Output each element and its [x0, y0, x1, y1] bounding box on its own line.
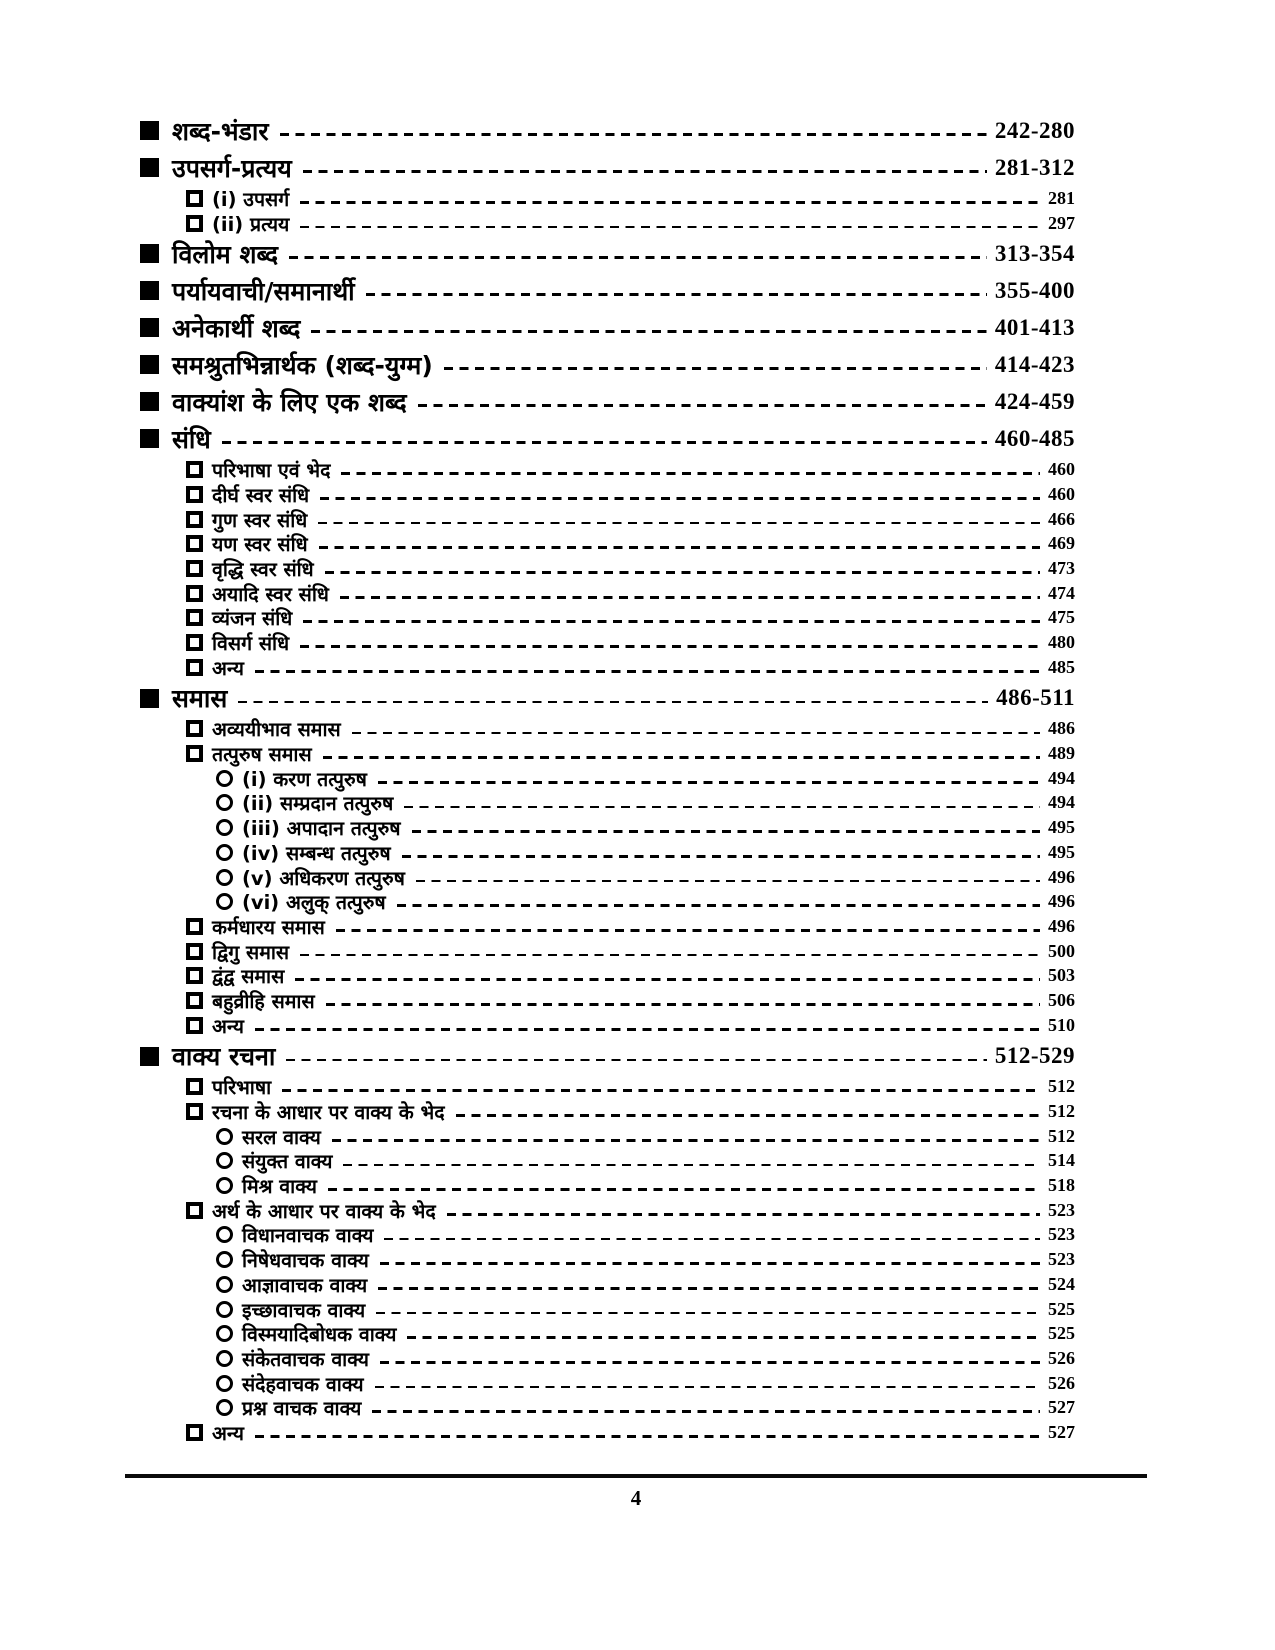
dashed-leader	[303, 620, 1040, 623]
toc-entry-label: संधि	[172, 424, 211, 454]
toc-entry-row	[140, 680, 1075, 717]
dashed-leader	[366, 293, 987, 296]
toc-entry-page-number: 494	[1048, 792, 1075, 813]
dashed-leader	[238, 701, 988, 704]
toc-entry-page-number: 355-400	[994, 277, 1075, 303]
toc-entry-row	[140, 791, 1075, 816]
filled-square-bullet-icon	[140, 355, 159, 374]
toc-entry-page-number: 526	[1048, 1372, 1075, 1393]
toc-entry-page-number: 281	[1048, 187, 1075, 208]
toc-entry-page-number: 514	[1048, 1150, 1075, 1171]
hollow-square-bullet-icon	[186, 745, 203, 762]
dashed-leader	[318, 522, 1040, 525]
hollow-square-bullet-icon	[186, 1078, 203, 1095]
toc-entry-row	[140, 1395, 1075, 1420]
toc-entry-row	[140, 149, 1075, 186]
toc-entry-row	[140, 1420, 1075, 1445]
toc-entry-label: समश्रुतभिन्नार्थक (शब्द-युग्म)	[172, 350, 433, 380]
dashed-leader	[300, 226, 1040, 229]
toc-entry-label: बहुव्रीहि समास	[212, 989, 315, 1013]
toc-entry-page-number: 503	[1048, 965, 1075, 986]
toc-entry-row	[140, 1124, 1075, 1149]
toc-entry-label: तत्पुरुष समास	[212, 743, 312, 767]
dashed-leader	[418, 404, 987, 407]
toc-entry-row	[140, 1198, 1075, 1223]
dashed-leader	[282, 1089, 1040, 1092]
dashed-leader	[407, 1336, 1040, 1339]
dashed-leader	[341, 472, 1040, 475]
toc-entry-row	[140, 482, 1075, 507]
dashed-leader	[300, 954, 1040, 957]
toc-entry-label: अयादि स्वर संधि	[212, 582, 329, 606]
dashed-leader	[372, 1410, 1040, 1413]
dashed-leader	[384, 1238, 1040, 1241]
toc-entry-row	[140, 1272, 1075, 1297]
toc-entry-row	[140, 766, 1075, 791]
toc-entry-row	[140, 963, 1075, 988]
toc-entry-page-number: 506	[1048, 989, 1075, 1010]
dashed-leader	[378, 1287, 1040, 1290]
dashed-leader	[300, 645, 1040, 648]
toc-entry-page-number: 525	[1048, 1298, 1075, 1319]
toc-entry-label: प्रश्न वाचक वाक्य	[242, 1397, 362, 1421]
toc-entry-row	[140, 1099, 1075, 1124]
filled-square-bullet-icon	[140, 158, 159, 177]
toc-entry-label: संयुक्त वाक्य	[242, 1150, 333, 1174]
hollow-circle-bullet-icon	[216, 1251, 233, 1268]
table-of-contents	[140, 112, 1075, 1445]
toc-entry-row	[140, 988, 1075, 1013]
toc-entry-page-number: 512	[1048, 1076, 1075, 1097]
dashed-leader	[323, 756, 1040, 759]
toc-entry-page-number: 460-485	[994, 425, 1075, 451]
toc-entry-label: अर्थ के आधार पर वाक्य के भेद	[212, 1199, 436, 1223]
dashed-leader	[320, 497, 1040, 500]
toc-entry-row	[140, 112, 1075, 149]
dashed-leader	[380, 1262, 1040, 1265]
filled-square-bullet-icon	[140, 121, 159, 140]
toc-entry-label: (vi) अलुक् तत्पुरुष	[242, 891, 386, 915]
toc-entry-page-number: 526	[1048, 1347, 1075, 1368]
hollow-square-bullet-icon	[186, 967, 203, 984]
toc-entry-page-number: 524	[1048, 1273, 1075, 1294]
filled-square-bullet-icon	[140, 318, 159, 337]
hollow-square-bullet-icon	[186, 1202, 203, 1219]
toc-entry-row	[140, 606, 1075, 631]
toc-entry-page-number: 512	[1048, 1101, 1075, 1122]
dashed-leader	[380, 1361, 1040, 1364]
toc-entry-page-number: 469	[1048, 533, 1075, 554]
dashed-leader	[343, 1164, 1040, 1167]
toc-entry-row	[140, 889, 1075, 914]
footer-divider	[125, 1474, 1147, 1478]
dashed-leader	[255, 1435, 1040, 1438]
hollow-square-bullet-icon	[186, 659, 203, 676]
toc-entry-row	[140, 1223, 1075, 1248]
hollow-circle-bullet-icon	[216, 819, 233, 836]
toc-entry-row	[140, 1346, 1075, 1371]
hollow-square-bullet-icon	[186, 461, 203, 478]
toc-entry-row	[140, 186, 1075, 211]
dashed-leader	[328, 1188, 1040, 1191]
dashed-leader	[375, 1386, 1040, 1389]
hollow-circle-bullet-icon	[216, 869, 233, 886]
hollow-square-bullet-icon	[186, 918, 203, 935]
filled-square-bullet-icon	[140, 429, 159, 448]
toc-entry-label: रचना के आधार पर वाक्य के भेद	[212, 1101, 445, 1125]
toc-entry-page-number: 523	[1048, 1224, 1075, 1245]
hollow-square-bullet-icon	[186, 560, 203, 577]
hollow-circle-bullet-icon	[216, 794, 233, 811]
toc-entry-row	[140, 211, 1075, 236]
toc-entry-label: (ii) सम्प्रदान तत्पुरुष	[242, 792, 394, 816]
toc-entry-label: द्वंद्व समास	[212, 965, 285, 989]
filled-square-bullet-icon	[140, 244, 159, 263]
dashed-leader	[456, 1114, 1040, 1117]
toc-entry-page-number: 525	[1048, 1323, 1075, 1344]
toc-entry-page-number: 281-312	[994, 154, 1075, 180]
filled-square-bullet-icon	[140, 281, 159, 300]
toc-entry-page-number: 473	[1048, 557, 1075, 578]
hollow-circle-bullet-icon	[216, 1152, 233, 1169]
toc-entry-label: संदेहवाचक वाक्य	[242, 1372, 364, 1396]
toc-entry-row	[140, 1247, 1075, 1272]
hollow-circle-bullet-icon	[216, 893, 233, 910]
toc-entry-page-number: 496	[1048, 915, 1075, 936]
hollow-square-bullet-icon	[186, 943, 203, 960]
hollow-circle-bullet-icon	[216, 844, 233, 861]
dashed-leader	[404, 806, 1040, 809]
toc-entry-page-number: 297	[1048, 212, 1075, 233]
hollow-square-bullet-icon	[186, 1424, 203, 1441]
toc-entry-label: गुण स्वर संधि	[212, 508, 308, 532]
toc-entry-row	[140, 309, 1075, 346]
dashed-leader	[352, 732, 1040, 735]
toc-entry-label: विसर्ग संधि	[212, 632, 290, 656]
toc-entry-page-number: 527	[1048, 1397, 1075, 1418]
toc-entry-label: (v) अधिकरण तत्पुरुष	[242, 866, 405, 890]
toc-entry-row	[140, 581, 1075, 606]
hollow-square-bullet-icon	[186, 190, 203, 207]
toc-entry-label: निषेधवाचक वाक्य	[242, 1249, 369, 1273]
hollow-circle-bullet-icon	[216, 1325, 233, 1342]
hollow-square-bullet-icon	[186, 511, 203, 528]
toc-entry-page-number: 523	[1048, 1199, 1075, 1220]
toc-entry-row	[140, 1371, 1075, 1396]
toc-entry-label: विस्मयादिबोधक वाक्य	[242, 1323, 397, 1347]
filled-square-bullet-icon	[140, 1047, 159, 1066]
toc-entry-label: (iii) अपादान तत्पुरुष	[242, 817, 401, 841]
dashed-leader	[303, 170, 987, 173]
toc-entry-page-number: 475	[1048, 607, 1075, 628]
toc-entry-row	[140, 531, 1075, 556]
toc-entry-label: पर्यायवाची/समानार्थी	[172, 276, 355, 306]
toc-entry-page-number: 495	[1048, 817, 1075, 838]
toc-entry-label: परिभाषा	[212, 1076, 272, 1100]
toc-entry-row	[140, 939, 1075, 964]
hollow-circle-bullet-icon	[216, 1226, 233, 1243]
dashed-leader	[332, 1139, 1040, 1142]
toc-entry-row	[140, 815, 1075, 840]
dashed-leader	[412, 830, 1040, 833]
toc-entry-row	[140, 1038, 1075, 1075]
hollow-square-bullet-icon	[186, 535, 203, 552]
hollow-square-bullet-icon	[186, 486, 203, 503]
toc-entry-label: वाक्यांश के लिए एक शब्द	[172, 387, 407, 417]
toc-entry-page-number: 500	[1048, 940, 1075, 961]
toc-entry-page-number: 424-459	[994, 388, 1075, 414]
toc-entry-row	[140, 1321, 1075, 1346]
toc-entry-page-number: 489	[1048, 743, 1075, 764]
toc-entry-label: सरल वाक्य	[242, 1125, 321, 1149]
toc-entry-page-number: 480	[1048, 632, 1075, 653]
dashed-leader	[280, 133, 987, 136]
toc-entry-row	[140, 1173, 1075, 1198]
dashed-leader	[311, 330, 986, 333]
toc-entry-row	[140, 556, 1075, 581]
toc-entry-label: अन्य	[212, 1014, 244, 1038]
toc-entry-row	[140, 507, 1075, 532]
toc-entry-label: दीर्घ स्वर संधि	[212, 483, 310, 507]
toc-entry-page-number: 485	[1048, 656, 1075, 677]
hollow-circle-bullet-icon	[216, 770, 233, 787]
toc-entry-label: द्विगु समास	[212, 940, 290, 964]
toc-entry-page-number: 460	[1048, 459, 1075, 480]
toc-entry-label: (ii) प्रत्यय	[212, 212, 290, 236]
toc-entry-row	[140, 1149, 1075, 1174]
toc-entry-label: अनेकार्थी शब्द	[172, 313, 301, 343]
toc-entry-page-number: 496	[1048, 891, 1075, 912]
toc-entry-label: इच्छावाचक वाक्य	[242, 1298, 366, 1322]
toc-entry-page-number: 401-413	[994, 314, 1075, 340]
toc-entry-row	[140, 655, 1075, 680]
toc-entry-page-number: 460	[1048, 483, 1075, 504]
toc-entry-page-number: 486-511	[996, 685, 1075, 711]
filled-square-bullet-icon	[140, 392, 159, 411]
dashed-leader	[447, 1213, 1040, 1216]
dashed-leader	[289, 256, 987, 259]
toc-entry-row	[140, 272, 1075, 309]
dashed-leader	[300, 201, 1040, 204]
toc-entry-row	[140, 346, 1075, 383]
toc-entry-row	[140, 1297, 1075, 1322]
hollow-square-bullet-icon	[186, 609, 203, 626]
hollow-square-bullet-icon	[186, 585, 203, 602]
filled-square-bullet-icon	[140, 689, 159, 708]
hollow-circle-bullet-icon	[216, 1399, 233, 1416]
toc-entry-label: यण स्वर संधि	[212, 533, 308, 557]
toc-entry-page-number: 466	[1048, 508, 1075, 529]
dashed-leader	[286, 1059, 986, 1062]
toc-entry-page-number: 494	[1048, 767, 1075, 788]
toc-entry-row	[140, 914, 1075, 939]
toc-entry-label: संकेतवाचक वाक्य	[242, 1347, 369, 1371]
hollow-square-bullet-icon	[186, 634, 203, 651]
dashed-leader	[319, 546, 1040, 549]
toc-entry-label: समास	[172, 684, 228, 714]
dashed-leader	[325, 571, 1040, 574]
toc-entry-label: शब्द-भंडार	[172, 116, 269, 146]
toc-entry-label: आज्ञावाचक वाक्य	[242, 1273, 368, 1297]
hollow-square-bullet-icon	[186, 1017, 203, 1034]
dashed-leader	[255, 670, 1040, 673]
toc-entry-page-number: 313-354	[994, 240, 1075, 266]
toc-entry-page-number: 414-423	[994, 351, 1075, 377]
hollow-square-bullet-icon	[186, 992, 203, 1009]
dashed-leader	[444, 367, 987, 370]
toc-entry-page-number: 512	[1048, 1125, 1075, 1146]
toc-entry-page-number: 496	[1048, 866, 1075, 887]
toc-entry-label: परिभाषा एवं भेद	[212, 459, 331, 483]
toc-entry-row	[140, 235, 1075, 272]
dashed-leader	[378, 781, 1040, 784]
toc-entry-row	[140, 630, 1075, 655]
toc-entry-page-number: 486	[1048, 718, 1075, 739]
hollow-square-bullet-icon	[186, 720, 203, 737]
dashed-leader	[222, 441, 987, 444]
toc-entry-label: (i) करण तत्पुरुष	[242, 767, 367, 791]
toc-entry-row	[140, 865, 1075, 890]
toc-entry-row	[140, 1013, 1075, 1038]
toc-entry-label: विलोम शब्द	[172, 239, 279, 269]
toc-entry-label: उपसर्ग-प्रत्यय	[172, 153, 292, 183]
hollow-circle-bullet-icon	[216, 1301, 233, 1318]
toc-entry-label: अन्य	[212, 656, 244, 680]
dashed-leader	[397, 904, 1040, 907]
dashed-leader	[340, 596, 1040, 599]
toc-entry-row	[140, 717, 1075, 742]
toc-entry-label: वृद्धि स्वर संधि	[212, 557, 314, 581]
hollow-circle-bullet-icon	[216, 1350, 233, 1367]
toc-entry-label: (i) उपसर्ग	[212, 187, 290, 211]
toc-entry-page-number: 512-529	[994, 1043, 1075, 1068]
dashed-leader	[295, 978, 1040, 981]
toc-entry-row	[140, 741, 1075, 766]
hollow-circle-bullet-icon	[216, 1177, 233, 1194]
hollow-square-bullet-icon	[186, 215, 203, 232]
toc-entry-page-number: 510	[1048, 1014, 1075, 1035]
toc-entry-row	[140, 840, 1075, 865]
dashed-leader	[255, 1028, 1040, 1031]
toc-entry-page-number: 527	[1048, 1421, 1075, 1442]
toc-entry-label: व्यंजन संधि	[212, 607, 293, 631]
dashed-leader	[336, 929, 1040, 932]
toc-entry-row	[140, 1075, 1075, 1100]
toc-entry-page-number: 523	[1048, 1249, 1075, 1270]
toc-entry-label: कर्मधारय समास	[212, 915, 325, 939]
toc-entry-label: मिश्र वाक्य	[242, 1175, 317, 1199]
hollow-circle-bullet-icon	[216, 1276, 233, 1293]
dashed-leader	[416, 880, 1040, 883]
toc-entry-row	[140, 457, 1075, 482]
toc-entry-label: अव्ययीभाव समास	[212, 718, 341, 742]
hollow-square-bullet-icon	[186, 1103, 203, 1120]
toc-entry-label: (iv) सम्बन्ध तत्पुरुष	[242, 841, 391, 865]
toc-entry-row	[140, 420, 1075, 457]
toc-entry-page-number: 495	[1048, 841, 1075, 862]
toc-entry-page-number: 242-280	[994, 117, 1075, 143]
hollow-circle-bullet-icon	[216, 1128, 233, 1145]
toc-entry-label: अन्य	[212, 1421, 244, 1445]
toc-entry-label: विधानवाचक वाक्य	[242, 1224, 374, 1248]
toc-entry-label: वाक्य रचना	[172, 1042, 276, 1071]
footer-page-number: 4	[630, 1486, 642, 1510]
toc-entry-page-number: 474	[1048, 582, 1075, 603]
hollow-circle-bullet-icon	[216, 1375, 233, 1392]
dashed-leader	[402, 855, 1040, 858]
toc-entry-row	[140, 383, 1075, 420]
dashed-leader	[376, 1312, 1040, 1315]
toc-entry-page-number: 518	[1048, 1175, 1075, 1196]
dashed-leader	[326, 1003, 1040, 1006]
